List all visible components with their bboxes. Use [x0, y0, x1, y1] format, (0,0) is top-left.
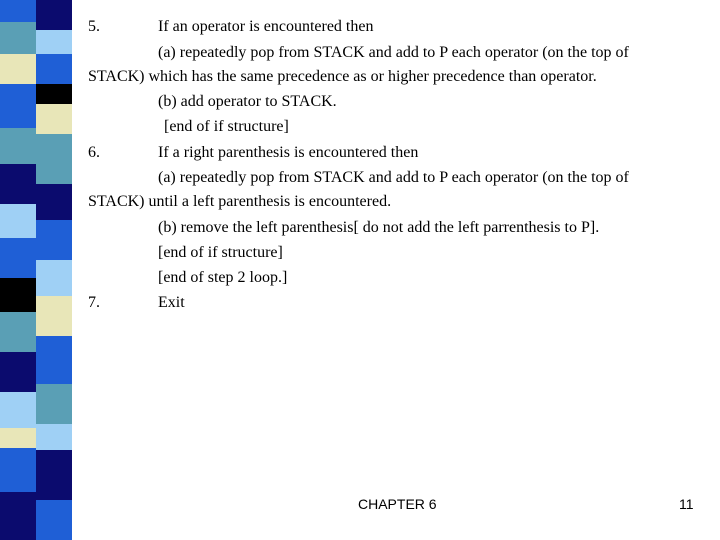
- step-line: (a) repeatedly pop from STACK and add to P each operator (on the top of: [158, 169, 629, 186]
- step-line: STACK) until a left parenthesis is encountered.: [88, 193, 392, 210]
- border-block: [36, 500, 72, 540]
- step-line: (a) repeatedly pop from STACK and add to P each operator (on the top of: [158, 44, 629, 61]
- border-block: [0, 392, 36, 428]
- border-block: [36, 104, 72, 134]
- step-line: [end of step 2 loop.]: [158, 269, 288, 286]
- step-line: If a right parenthesis is encountered then: [158, 144, 419, 161]
- border-block: [36, 54, 72, 84]
- border-block: [0, 84, 36, 128]
- border-block: [0, 278, 36, 312]
- border-block: [36, 220, 72, 260]
- border-block: [36, 424, 72, 450]
- border-block: [0, 204, 36, 238]
- border-block: [0, 22, 36, 54]
- border-block: [36, 336, 72, 384]
- border-column-left: [0, 0, 36, 540]
- step-line: Exit: [158, 294, 185, 311]
- border-block: [0, 492, 36, 540]
- step-line: If an operator is encountered then: [158, 18, 374, 35]
- border-block: [36, 134, 72, 184]
- border-block: [36, 450, 72, 500]
- step-number: 6.: [88, 144, 100, 161]
- border-block: [0, 128, 36, 164]
- step-number: 7.: [88, 294, 100, 311]
- border-block: [0, 0, 36, 22]
- border-block: [0, 312, 36, 352]
- step-line: (b) remove the left parenthesis[ do not add the left parrenthesis to P].: [158, 219, 600, 236]
- border-block: [0, 448, 36, 492]
- step-number: 5.: [88, 18, 100, 35]
- border-block: [36, 384, 72, 424]
- border-block: [36, 296, 72, 336]
- border-block: [0, 238, 36, 278]
- slide-content: [88, 0, 698, 540]
- border-block: [36, 0, 72, 30]
- footer-page-number: 11: [679, 496, 694, 512]
- border-block: [0, 54, 36, 84]
- decorative-border-strip: [0, 0, 72, 540]
- border-block: [36, 184, 72, 220]
- border-block: [36, 84, 72, 104]
- step-line: STACK) which has the same precedence as or higher precedence than operator.: [88, 68, 597, 85]
- border-block: [0, 428, 36, 448]
- border-block: [0, 352, 36, 392]
- step-line: (b) add operator to STACK.: [158, 93, 337, 110]
- step-line: [end of if structure]: [164, 118, 289, 135]
- footer-chapter: CHAPTER 6: [358, 496, 437, 512]
- step-line: [end of if structure]: [158, 244, 283, 261]
- border-column-right: [36, 0, 72, 540]
- border-block: [36, 260, 72, 296]
- border-block: [0, 164, 36, 204]
- border-block: [36, 30, 72, 54]
